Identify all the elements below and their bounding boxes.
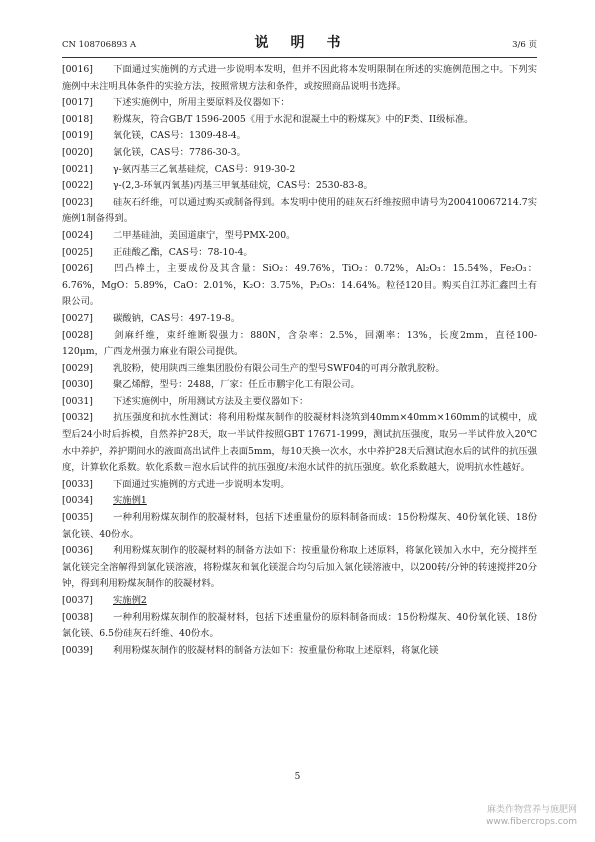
- paragraph-text: 下面通过实施例的方式进一步说明本发明。: [113, 478, 290, 490]
- header-rule: [62, 57, 537, 58]
- paragraph: [62, 593, 537, 610]
- paragraph-number: [0017]: [62, 97, 93, 109]
- paragraph: [62, 543, 537, 593]
- watermark-site-name: 麻类作物营养与施肥网: [486, 805, 577, 815]
- paragraph-number: [0022]: [62, 180, 93, 192]
- paragraph-number: [0034]: [62, 495, 93, 507]
- example-heading: 实施例1: [113, 495, 147, 507]
- paragraph: [62, 195, 537, 228]
- patent-number: CN 108706893 A: [62, 40, 137, 50]
- paragraph: [62, 643, 537, 660]
- paragraph-text: 二甲基硅油，美国道康宁，型号PMX-200。: [113, 229, 296, 241]
- paragraph: [62, 95, 537, 112]
- paragraph-text: 利用粉煤灰制作的胶凝材料的制备方法如下：按重量份称取上述原料，将氯化镁加入水中，充分搅拌至氯化镁完全溶解得到氯化镁溶液，将粉煤灰和氧化镁混合均匀后加入氯化镁溶液中，以200转/分钟的转速搅拌20分钟，得到利用粉煤灰制作的胶凝材料。: [62, 545, 537, 590]
- document-title: 说 明 书: [254, 35, 345, 51]
- paragraph-number: [0025]: [62, 246, 93, 258]
- paragraph-number: [0026]: [62, 263, 93, 275]
- paragraph: [62, 510, 537, 543]
- paragraph: [62, 178, 537, 195]
- paragraph-number: [0020]: [62, 146, 93, 158]
- paragraph-text: γ-(2,3-环氧丙氧基)丙基三甲氧基硅烷，CAS号：2530-83-8。: [113, 180, 373, 192]
- page-indicator: 3/6 页: [512, 40, 537, 50]
- paragraph-text: 硅灰石纤维，可以通过购买或制备得到。本发明中使用的硅灰石纤维按照申请号为200410067214.7实施例1制备得到。: [62, 196, 537, 225]
- paragraph-number: [0037]: [62, 595, 93, 606]
- paragraph-number: [0029]: [62, 362, 93, 374]
- paragraph: [62, 610, 537, 643]
- paragraph-number: [0033]: [62, 478, 93, 490]
- paragraph-number: [0032]: [62, 412, 93, 424]
- paragraph-text: 一种利用粉煤灰制作的胶凝材料，包括下述重量份的原料制备而成：15份粉煤灰、40份氧化镁、18份氯化镁、6.5份硅灰石纤维、40份水。: [62, 611, 537, 640]
- watermark-url: www.fibercrops.com: [486, 817, 577, 827]
- paragraph-number: [0035]: [62, 512, 93, 524]
- paragraph: [62, 228, 537, 245]
- paragraph: [62, 361, 537, 378]
- paragraph-text: 抗压强度和抗水性测试：将利用粉煤灰制作的胶凝材料浇筑到40mm×40mm×160mm的试模中，成型后24小时后拆模，自然养护28天，取一半试件按照GBT 17671-1999，测试抗压强度，取另一半试件放入20℃水中养护，养护期间水的液面高出试件上表面5mm，每10天换一次水，水中养护28天后测试泡水后的试件的抗压强度，计算软化系数。软化系数＝泡水后试件的抗压强度/未泡水试件的抗压强度。软化系数越大，说明抗水性越好。: [62, 412, 537, 474]
- paragraph: [62, 493, 537, 510]
- paragraph: [62, 477, 537, 494]
- paragraph-number: [0016]: [62, 64, 93, 75]
- paragraph-text: 利用粉煤灰制作的胶凝材料的制备方法如下：按重量份称取上述原料，将氯化镁: [113, 644, 439, 656]
- paragraph-number: [0038]: [62, 611, 93, 623]
- paragraph-text: γ-氨丙基三乙氧基硅烷，CAS号：919-30-2: [113, 163, 296, 175]
- paragraph-text: 粉煤灰，符合GB/T 1596-2005《用于水泥和混凝土中的粉煤灰》中的F类、II级标准。: [113, 113, 474, 125]
- paragraph-text: 乳胶粉，使用陕西三维集团股份有限公司生产的型号SWF04的可再分散乳胶粉。: [113, 362, 445, 374]
- document-body: [62, 62, 537, 659]
- paragraph: [62, 377, 537, 394]
- paragraph-number: [0024]: [62, 229, 93, 241]
- paragraph: [62, 394, 537, 411]
- paragraph-number: [0027]: [62, 312, 93, 324]
- paragraph: [62, 128, 537, 145]
- paragraph-text: 凹凸棒土，主要成份及其含量：SiO₂：49.76%，TiO₂：0.72%，Al₂O₃：15.54%，Fe₂O₃：6.76%，MgO：5.89%，CaO：2.01%，K₂O：3.75%，P₂O₅：14.64%。粒径120目。购买自江苏汇鑫凹土有限公司。: [62, 263, 537, 308]
- paragraph: [62, 145, 537, 162]
- paragraph: [62, 410, 537, 476]
- paragraph-text: 剑麻纤维，束纤维断裂强力：880N，含杂率：2.5%，回潮率：13%，长度2mm，直径100-120μm，广西龙州强力麻业有限公司提供。: [62, 329, 537, 358]
- paragraph-number: [0039]: [62, 644, 93, 656]
- paragraph: [62, 328, 537, 361]
- paragraph-number: [0019]: [62, 130, 93, 142]
- paragraph-number: [0028]: [62, 329, 93, 341]
- paragraph: [62, 162, 537, 179]
- paragraph: [62, 311, 537, 328]
- paragraph-number: [0030]: [62, 379, 93, 391]
- page-header: [62, 30, 537, 54]
- paragraph-text: 碳酸钠，CAS号：497-19-8。: [113, 312, 241, 324]
- paragraph-number: [0031]: [62, 395, 93, 407]
- paragraph: [62, 245, 537, 262]
- paragraph-number: [0018]: [62, 113, 93, 125]
- paragraph-number: [0021]: [62, 163, 93, 175]
- paragraph-text: 下述实施例中，所用主要原料及仪器如下：: [113, 97, 290, 109]
- example-heading: 实施例2: [113, 595, 147, 606]
- paragraph: [62, 261, 537, 311]
- paragraph-text: 下述实施例中，所用测试方法及主要仪器如下：: [113, 395, 309, 407]
- paragraph-number: [0023]: [62, 196, 93, 208]
- paragraph-text: 聚乙烯醇，型号：2488，厂家：任丘市鹏宇化工有限公司。: [113, 379, 360, 391]
- paragraph-text: 氧化镁，CAS号：1309-48-4。: [113, 130, 246, 142]
- paragraph-text: 氯化镁，CAS号：7786-30-3。: [113, 146, 246, 158]
- paragraph-text: 一种利用粉煤灰制作的胶凝材料，包括下述重量份的原料制备而成：15份粉煤灰、40份氧化镁、18份氯化镁、40份水。: [62, 512, 537, 540]
- paragraph: [62, 112, 537, 129]
- paragraph: [62, 62, 537, 95]
- watermark: [486, 804, 577, 828]
- paragraph-text: 正硅酸乙酯，CAS号：78-10-4。: [113, 246, 253, 258]
- paragraph-text: 下面通过实施例的方式进一步说明本发明，但并不因此将本发明限制在所述的实施例范围之中。下列实施例中未注明具体条件的实验方法，按照常规方法和条件，或按照商品说明书选择。: [62, 64, 537, 92]
- paragraph-number: [0036]: [62, 545, 93, 557]
- page-number: 5: [294, 772, 301, 782]
